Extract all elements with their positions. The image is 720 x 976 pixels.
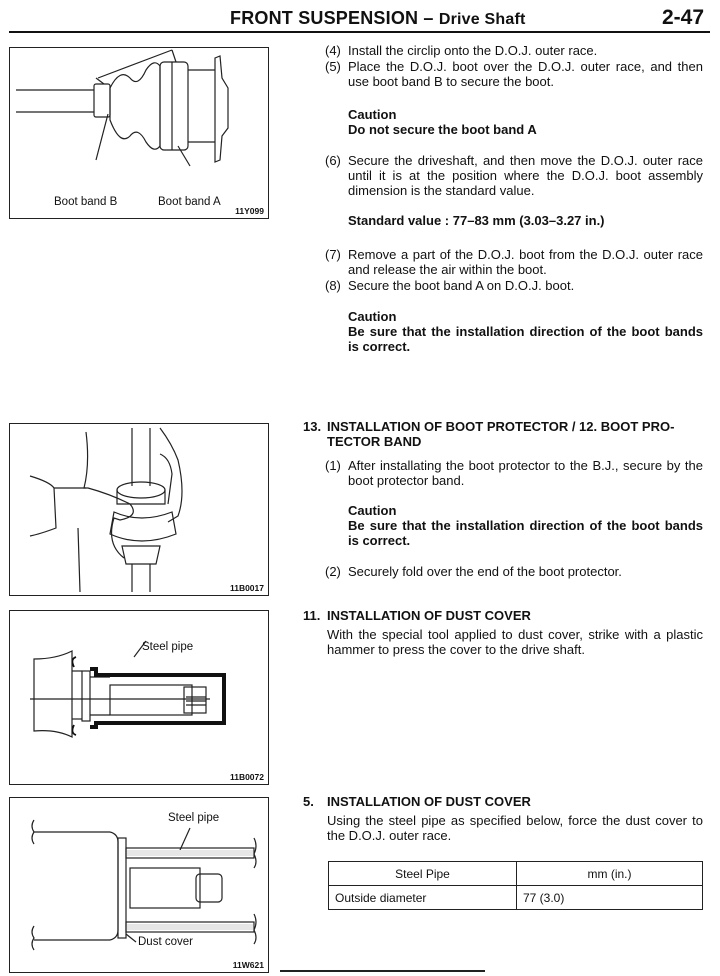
table-cell: 77 (3.0) [517, 886, 703, 910]
caution-text: Be sure that the installation direction of the boot bands is correct. [348, 324, 703, 354]
section-13-step-2 [325, 564, 703, 579]
step-6 [325, 153, 703, 198]
section-11-text: With the special tool applied to dust cover, strike with a plastic hammer to press the cover to the drive shaft. [327, 627, 703, 657]
step-number: (1) [325, 458, 341, 473]
label-boot-band-a: Boot band A [158, 196, 221, 208]
label-steel-pipe: Steel pipe [168, 812, 220, 824]
boot-assembly-drawing [10, 48, 268, 218]
caution-text: Be sure that the installation direction of the boot bands is correct. [348, 518, 703, 548]
step-4 [325, 43, 703, 58]
figure-id: 11Y099 [235, 206, 264, 216]
table-header: mm (in.) [517, 862, 703, 886]
caution-title: Caution [348, 107, 397, 122]
figure-id: 11W621 [232, 960, 264, 970]
section-11-heading [303, 608, 703, 623]
table-cell: Outside diameter [329, 886, 517, 910]
steel-pipe-shaft-drawing [10, 611, 268, 784]
footer-rule [280, 970, 485, 972]
caution-text: Do not secure the boot band A [348, 122, 537, 137]
figure-steel-pipe-shaft [9, 610, 269, 785]
header-divider [9, 31, 710, 33]
step-number: (5) [325, 59, 341, 74]
section-13-heading [303, 419, 703, 449]
table-header: Steel Pipe [329, 862, 517, 886]
caution-block-2 [348, 309, 703, 354]
step-number: (7) [325, 247, 341, 262]
step-number: (6) [325, 153, 341, 168]
figure-boot-bands [9, 47, 269, 219]
step-text: Secure the boot band A on D.O.J. boot. [348, 278, 575, 293]
caution-title: Caution [348, 309, 397, 324]
caution-title: Caution [348, 503, 397, 518]
step-text: After installating the boot protector to the B.J., secure by the boot protector band. [348, 458, 703, 488]
section-13-step-1 [325, 458, 703, 488]
step-5 [325, 59, 703, 89]
steel-pipe-spec-table [328, 861, 703, 910]
section-title: INSTALLATION OF BOOT PROTECTOR / 12. BOOT PRO-TECTOR BAND [327, 419, 675, 449]
standard-value: Standard value : 77–83 mm (3.03–3.27 in.) [348, 213, 605, 228]
section-title: FRONT SUSPENSION [230, 8, 419, 28]
section-title: INSTALLATION OF DUST COVER [327, 608, 531, 623]
section-5-heading [303, 794, 703, 809]
figure-id: 11B0017 [229, 583, 264, 593]
figure-dust-cover [9, 797, 269, 973]
label-boot-band-b: Boot band B [54, 196, 118, 208]
section-number: 5. [303, 794, 314, 809]
table-row [329, 886, 703, 910]
page-number: 2-47 [661, 6, 704, 29]
label-steel-pipe: Steel pipe [142, 641, 194, 653]
table-header-row [329, 862, 703, 886]
subsection-title: Drive Shaft [438, 11, 526, 28]
hands-boot-protector-drawing [10, 424, 268, 595]
section-5-text: Using the steel pipe as specified below, force the dust cover to the D.O.J. outer race. [327, 813, 703, 843]
step-text: Place the D.O.J. boot over the D.O.J. outer race, and then use boot band B to secure the boot. [348, 59, 703, 89]
step-number: (8) [325, 278, 341, 293]
step-7 [325, 247, 703, 277]
label-dust-cover: Dust cover [138, 936, 193, 948]
page-title [230, 8, 526, 29]
step-8 [325, 278, 703, 293]
step-number: (2) [325, 564, 341, 579]
figure-id: 11B0072 [229, 772, 264, 782]
step-number: (4) [325, 43, 341, 58]
title-dash: – [423, 8, 434, 28]
step-text: Secure the driveshaft, and then move the D.O.J. outer race until it is at the position where the D.O.J. boot assembly dimension is the standard value. [348, 153, 703, 198]
section-number: 13. [303, 419, 322, 434]
caution-block-1 [348, 107, 703, 137]
section-number: 11. [303, 608, 321, 623]
section-13-caution [348, 503, 703, 548]
section-title: INSTALLATION OF DUST COVER [327, 794, 531, 809]
figure-boot-protector [9, 423, 269, 596]
step-text: Install the circlip onto the D.O.J. outer race. [348, 43, 598, 58]
step-text: Remove a part of the D.O.J. boot from the D.O.J. outer race and release the air within the boot. [348, 247, 703, 277]
step-text: Securely fold over the end of the boot protector. [348, 564, 622, 579]
